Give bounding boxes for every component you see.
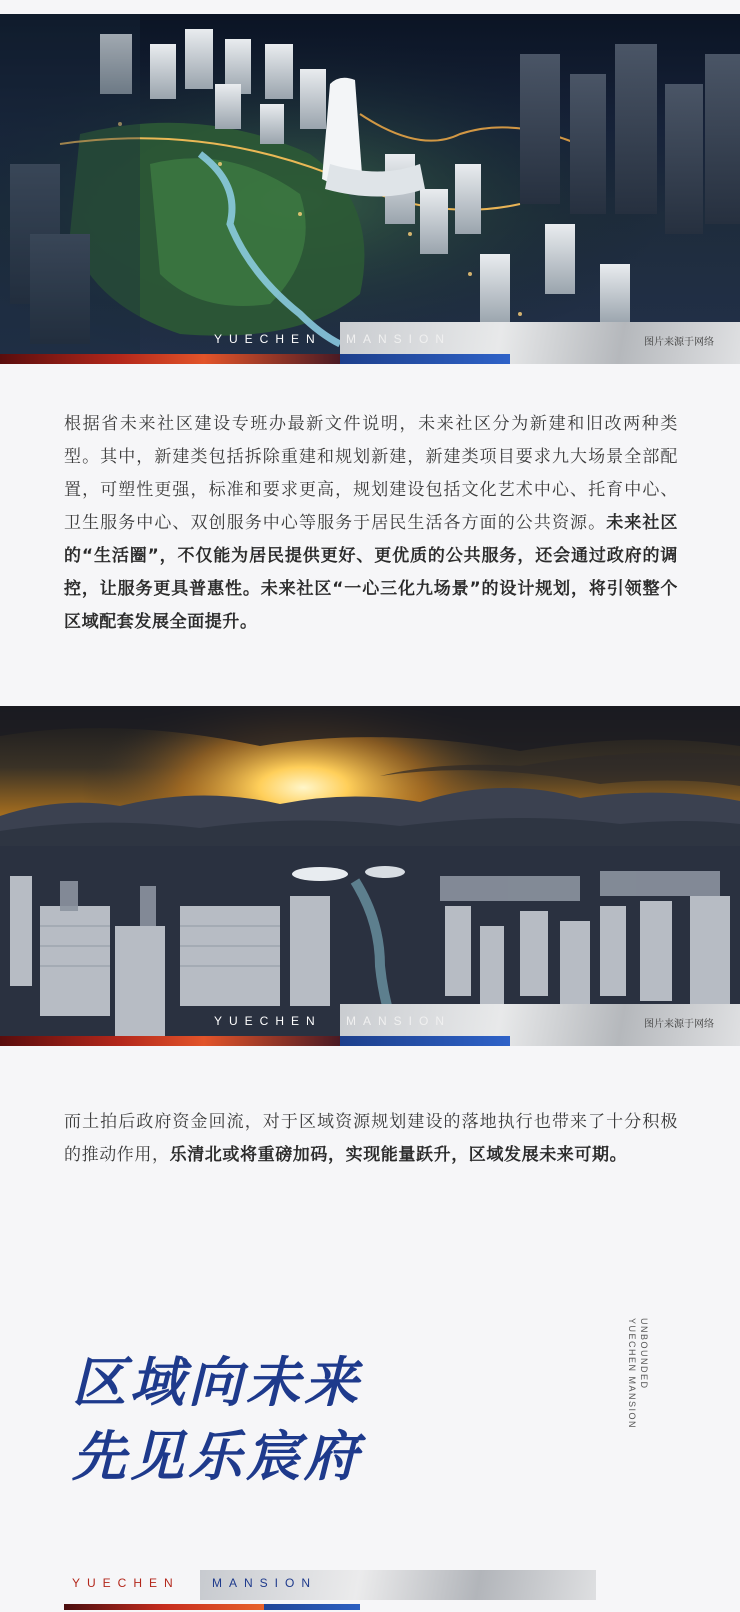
headline-line-2: 先见乐宸府 xyxy=(72,1425,362,1488)
vertical-side-caption xyxy=(626,1318,650,1429)
paragraph-1-normal-text: 根据省未来社区建设专班办最新文件说明，未来社区分为新建和旧改两种类型。其中，新建类包括拆除重建和规划新建，新建类项目要求九大场景全部配置，可塑性更强，标准和要求更高，规划建设包括文化艺术中心、托育中心、卫生服务中心、双创服务中心等服务于居民生活各方面的公共资源。 xyxy=(64,414,678,533)
image-brand-bar-top xyxy=(0,316,740,364)
paragraph-2-normal-text: 而土拍后政府资金回流，对于区域资源规划建设的落地执行也带来了十分积极的推动作用， xyxy=(64,1112,678,1165)
brand-word-yuechen: YUECHEN xyxy=(214,1014,322,1028)
brand-word-mansion: MANSION xyxy=(346,332,452,346)
image-credit: 图片来源于网络 xyxy=(644,337,714,348)
image-brand-bar-middle xyxy=(0,998,740,1046)
footer-brand-word-yuechen: YUECHEN xyxy=(72,1576,180,1590)
closing-headline xyxy=(72,1346,362,1494)
article-paragraph-1 xyxy=(64,408,678,639)
blue-accent-stripe xyxy=(264,1604,360,1610)
aerial-night-rendering-image xyxy=(0,14,740,354)
image-credit: 图片来源于网络 xyxy=(644,1019,714,1030)
brand-word-mansion: MANSION xyxy=(346,1014,452,1028)
sunset-city-aerial-image xyxy=(0,706,740,1046)
brand-word-yuechen: YUECHEN xyxy=(214,332,322,346)
red-accent-stripe xyxy=(0,1036,340,1046)
side-caption-unbounded: UNBOUNDED xyxy=(639,1318,649,1390)
red-accent-stripe xyxy=(0,354,340,364)
side-caption-yuechen-mansion: YUECHEN MANSION xyxy=(627,1318,637,1430)
blue-accent-stripe xyxy=(340,1036,510,1046)
article-paragraph-2 xyxy=(64,1106,678,1172)
footer-brand-bar xyxy=(0,1560,740,1612)
headline-line-1: 区域向未来 xyxy=(72,1351,362,1414)
blue-accent-stripe xyxy=(340,354,510,364)
footer-brand-word-mansion: MANSION xyxy=(212,1576,318,1590)
paragraph-1-bold-text: 未来社区的“生活圈”，不仅能为居民提供更好、更优质的公共服务，还会通过政府的调控，让服务更具普惠性。未来社区“一心三化九场景”的设计规划，将引领整个区域配套发展全面提升。 xyxy=(64,513,679,632)
red-accent-stripe xyxy=(64,1604,264,1610)
paragraph-2-bold-text: 乐清北或将重磅加码，实现能量跃升，区域发展未来可期。 xyxy=(169,1145,628,1165)
